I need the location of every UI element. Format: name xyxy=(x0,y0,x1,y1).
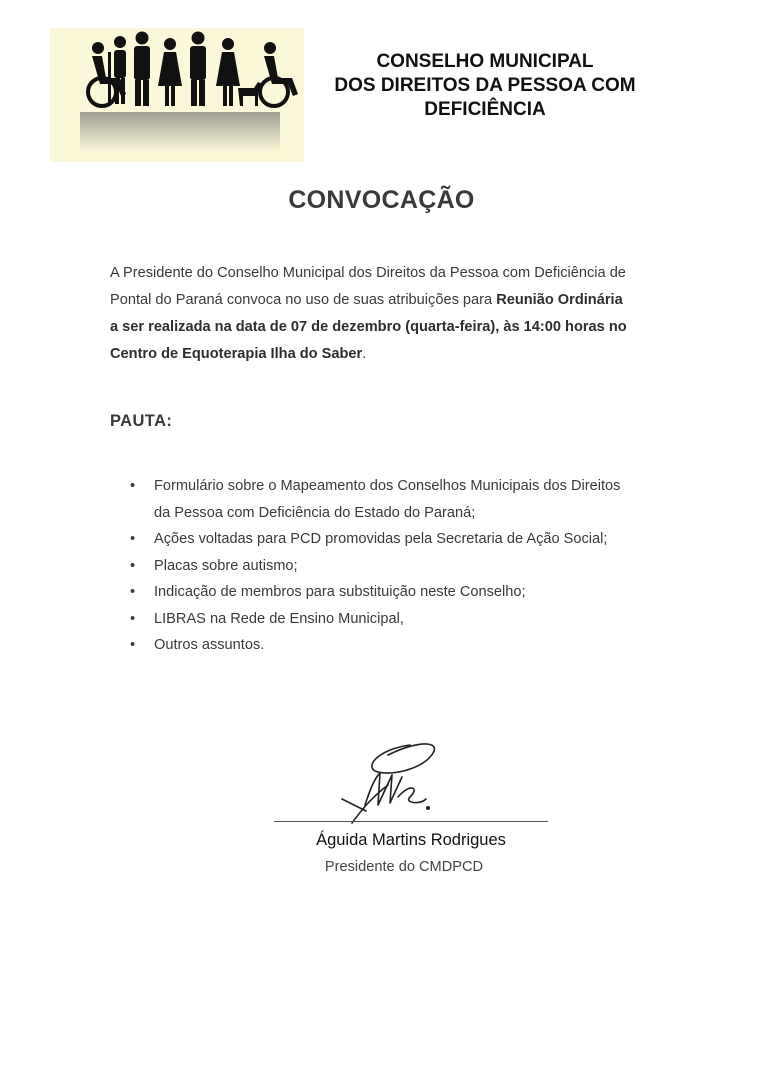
agenda-item xyxy=(130,579,690,606)
agenda-item-line: Indicação de membros para substituição neste Conselho; xyxy=(154,584,526,600)
intro-line-4 xyxy=(110,341,670,368)
intro-line-3 xyxy=(110,314,670,341)
agenda-list xyxy=(130,473,690,659)
organization-line-1: CONSELHO MUNICIPAL xyxy=(376,51,594,72)
intro-line-2-text: Pontal do Paraná convoca no uso de suas atribuições para xyxy=(110,292,497,308)
intro-paragraph xyxy=(110,260,670,368)
agenda-item-line: Outros assuntos. xyxy=(154,637,265,653)
bullet-icon: • xyxy=(130,531,136,547)
intro-line-2 xyxy=(110,287,670,314)
meeting-type: Reunião Ordinária xyxy=(496,292,623,308)
agenda-item xyxy=(130,632,690,659)
organization-line-2: DOS DIREITOS DA PESSOA COM xyxy=(334,75,636,96)
signer-name: Águida Martins Rodrigues xyxy=(316,831,506,849)
signature-line xyxy=(274,821,548,822)
agenda-item-line: LIBRAS na Rede de Ensino Municipal, xyxy=(154,610,404,627)
agenda-heading: PAUTA: xyxy=(110,412,173,430)
agenda-item xyxy=(130,553,690,580)
meeting-location: Centro de Equoterapia Ilha do Saber xyxy=(110,346,363,362)
agenda-item-line: Formulário sobre o Mapeamento dos Conselhos Municipais dos Direitos xyxy=(154,478,621,494)
bullet-icon: • xyxy=(130,584,136,600)
organization-name xyxy=(310,50,660,122)
document-title: CONVOCAÇÃO xyxy=(288,186,475,214)
agenda-item xyxy=(130,526,690,553)
agenda-item-line: Placas sobre autismo; xyxy=(154,557,298,574)
handwritten-signature-icon xyxy=(270,735,560,825)
agenda-item-line: da Pessoa com Deficiência do Estado do Paraná; xyxy=(154,504,476,521)
agenda-item xyxy=(130,606,690,633)
signature-area xyxy=(270,735,560,825)
bullet-icon: • xyxy=(130,557,136,574)
bullet-icon: • xyxy=(130,478,136,494)
organization-line-3: DEFICIÊNCIA xyxy=(424,99,546,120)
intro-line-4-end: . xyxy=(362,346,367,362)
signer-role: Presidente do CMDPCD xyxy=(324,859,484,875)
agenda-item-line: Ações voltadas para PCD promovidas pela Secretaria de Ação Social; xyxy=(154,531,608,547)
meeting-date: a ser realizada na data de 07 de dezembro (quarta-feira), às 14:00 horas no xyxy=(110,319,627,335)
agenda-item xyxy=(130,473,690,526)
intro-line-1: A Presidente do Conselho Municipal dos Direitos da Pessoa com Deficiência de xyxy=(110,265,626,281)
council-logo xyxy=(50,28,304,162)
bullet-icon: • xyxy=(130,637,136,653)
people-with-disabilities-icon xyxy=(50,28,304,162)
bullet-icon: • xyxy=(130,610,136,627)
